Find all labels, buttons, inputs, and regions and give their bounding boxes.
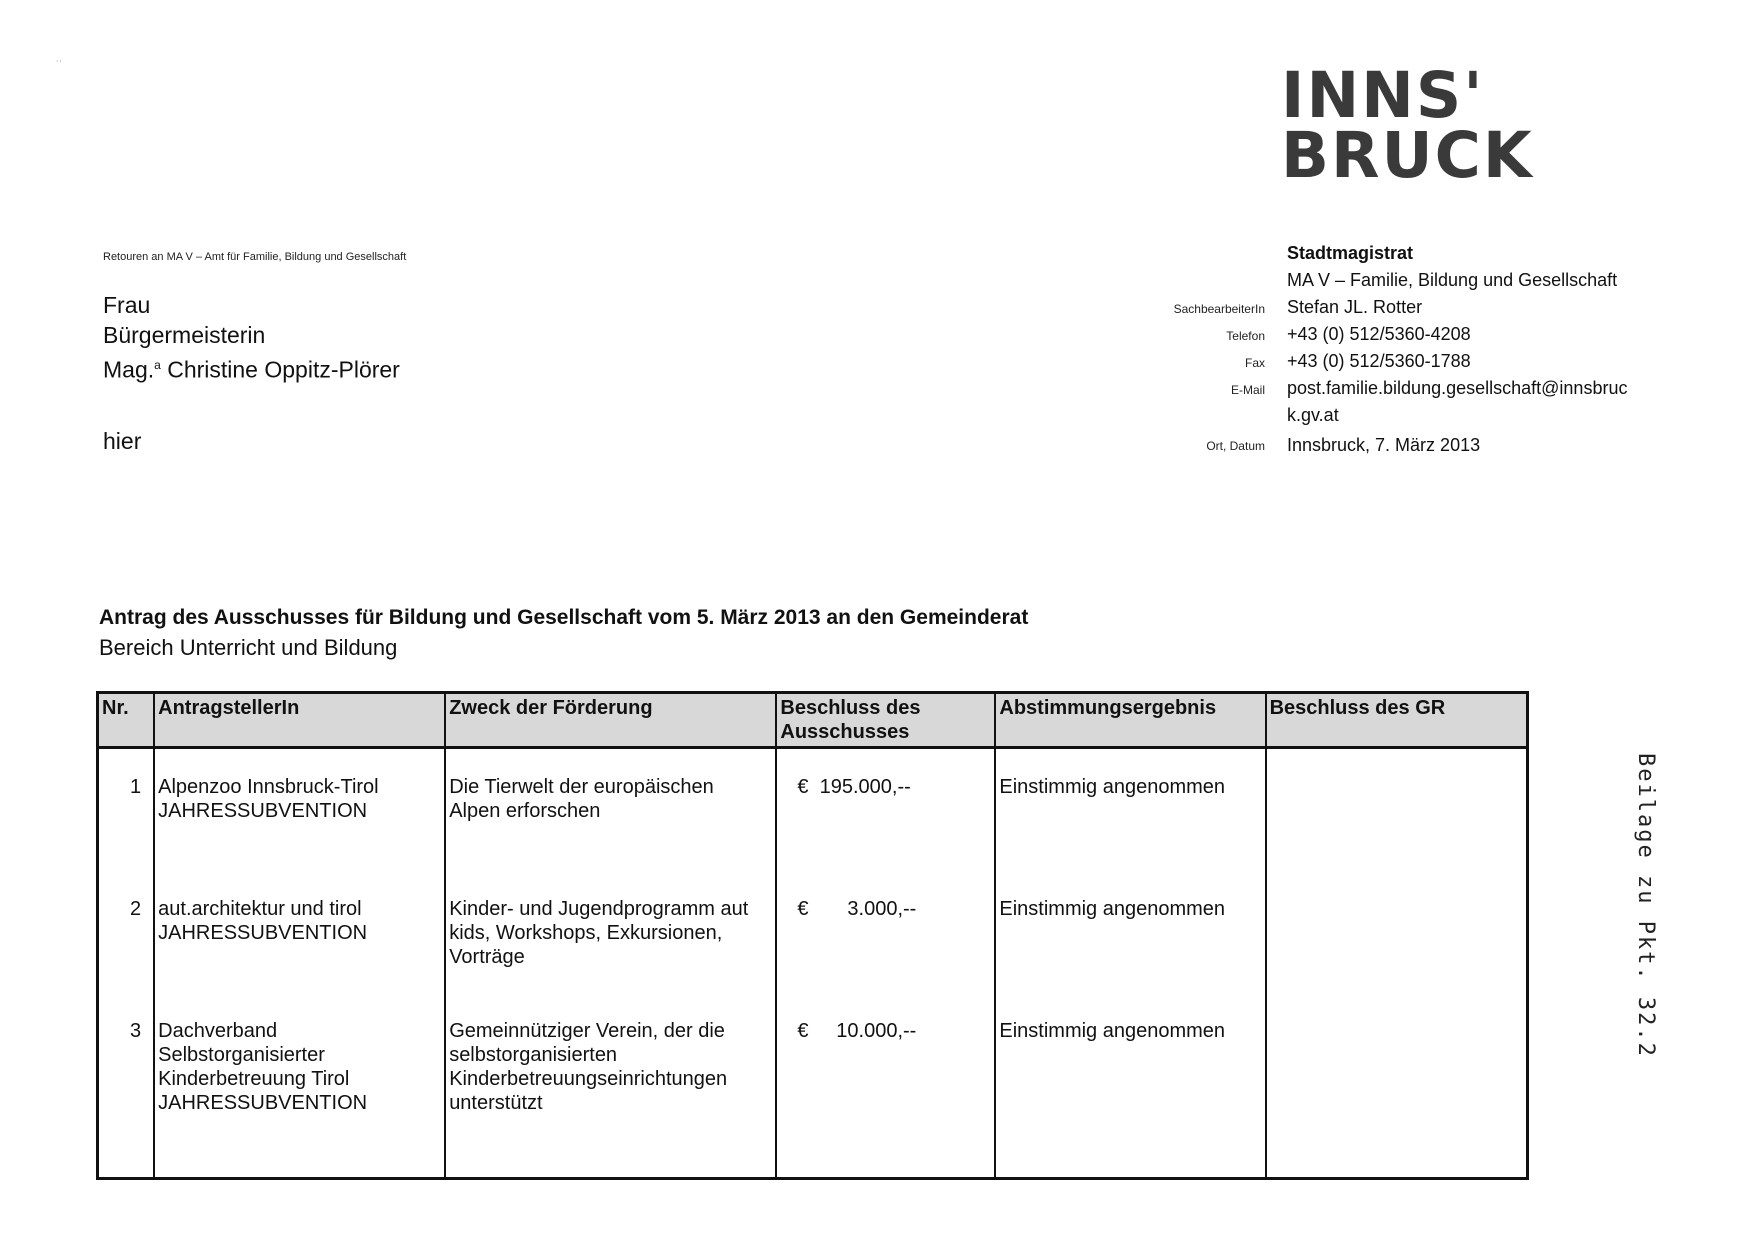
label-fax: Fax	[1244, 356, 1265, 370]
logo-line-1: INNS'	[1281, 59, 1485, 132]
recipient-degree-sup: a	[154, 358, 161, 372]
amount-value: € 10.000,--	[797, 1020, 917, 1042]
recipient-degree: Mag.	[103, 356, 155, 383]
applicant-line: aut.architektur und tirol	[158, 898, 362, 920]
cell-council	[1266, 871, 1528, 993]
table-row	[98, 993, 1528, 1179]
cell-applicant	[154, 748, 445, 872]
label-place-date: Ort, Datum	[1206, 439, 1265, 453]
header-decision-line-1: Beschluss des	[780, 697, 921, 719]
document-title: Antrag des Ausschusses für Bildung und Gesellschaft vom 5. März 2013 an den Gemeinderat	[99, 606, 1029, 629]
label-email: E-Mail	[1230, 383, 1265, 397]
header-decision-line-2: Ausschusses	[780, 721, 910, 743]
header-vote: Abstimmungsergebnis	[995, 693, 1265, 748]
purpose-line: kids, Workshops, Exkursionen,	[449, 922, 723, 944]
sender-clerk: Stefan JL. Rotter	[1287, 297, 1423, 317]
cell-vote: Einstimmig angenommen	[995, 871, 1265, 993]
table-header-row	[98, 693, 1528, 748]
purpose-line: Gemeinnütziger Verein, der die	[449, 1020, 725, 1042]
cell-amount	[776, 748, 995, 872]
table-row	[98, 748, 1528, 872]
purpose-line: Vorträge	[449, 946, 525, 968]
label-phone: Telefon	[1226, 329, 1265, 343]
sender-department: MA V – Familie, Bildung und Gesellschaft	[1287, 270, 1618, 290]
cell-vote: Einstimmig angenommen	[995, 748, 1265, 872]
header-decision	[776, 693, 995, 748]
applicant-line: Dachverband	[158, 1020, 278, 1042]
return-address-line: Retouren an MA V – Amt für Familie, Bildung und Gesellschaft	[103, 251, 407, 263]
recipient-name	[103, 350, 400, 385]
applicant-line: JAHRESSUBVENTION	[158, 800, 368, 822]
applicant-line: Kinderbetreuung Tirol	[158, 1068, 350, 1090]
header-council: Beschluss des GR	[1266, 693, 1528, 748]
sender-email-line-2[interactable]: k.gv.at	[1287, 405, 1339, 425]
purpose-line: Alpen erforschen	[449, 800, 601, 822]
side-note-attachment: Beilage zu Pkt. 32.2	[1633, 753, 1658, 1058]
cell-nr: 1	[130, 776, 142, 798]
cell-applicant	[154, 993, 445, 1179]
purpose-line: selbstorganisierten	[449, 1044, 618, 1066]
cell-purpose	[445, 748, 776, 872]
purpose-line: Kinder- und Jugendprogramm aut	[449, 898, 749, 920]
scan-speck: ˙˙	[56, 60, 63, 71]
logo-line-2: BRUCK	[1281, 119, 1534, 192]
cell-nr: 2	[130, 898, 142, 920]
sender-fax: +43 (0) 512/5360-1788	[1287, 351, 1471, 371]
sender-email-line-1[interactable]: post.familie.bildung.gesellschaft@innsbruc	[1287, 378, 1628, 398]
purpose-line: unterstützt	[449, 1092, 543, 1114]
cell-amount	[776, 871, 995, 993]
cell-purpose	[445, 993, 776, 1179]
recipient-location: hier	[103, 428, 142, 454]
purpose-line: Kinderbetreuungseinrichtungen	[449, 1068, 728, 1090]
cell-purpose	[445, 871, 776, 993]
applicant-line: Alpenzoo Innsbruck-Tirol	[158, 776, 379, 798]
sender-org: Stadtmagistrat	[1287, 243, 1414, 263]
purpose-line: Die Tierwelt der europäischen	[449, 776, 714, 798]
cell-vote: Einstimmig angenommen	[995, 993, 1265, 1179]
sender-place-date: Innsbruck, 7. März 2013	[1287, 435, 1481, 455]
recipient-title: Bürgermeisterin	[103, 322, 266, 348]
applicant-line: JAHRESSUBVENTION	[158, 1092, 368, 1114]
cell-council	[1266, 748, 1528, 872]
innsbruck-logo	[1281, 59, 1534, 192]
header-nr: Nr.	[98, 693, 155, 748]
recipient-salutation: Frau	[103, 292, 151, 318]
amount-value: € 3.000,--	[797, 898, 917, 920]
cell-applicant	[154, 871, 445, 993]
header-purpose: Zweck der Förderung	[445, 693, 776, 748]
cell-nr: 3	[130, 1020, 142, 1042]
sender-phone: +43 (0) 512/5360-4208	[1287, 324, 1471, 344]
amount-value: € 195.000,--	[797, 776, 911, 798]
grants-table	[96, 691, 1529, 1180]
recipient-fullname: Christine Oppitz-Plörer	[160, 356, 400, 383]
applicant-line: Selbstorganisierter	[158, 1044, 325, 1066]
cell-council	[1266, 993, 1528, 1179]
table-row	[98, 871, 1528, 993]
applicant-line: JAHRESSUBVENTION	[158, 922, 368, 944]
header-applicant: AntragstellerIn	[154, 693, 445, 748]
recipient-block	[103, 290, 400, 385]
label-clerk: SachbearbeiterIn	[1173, 302, 1265, 316]
cell-amount	[776, 993, 995, 1179]
document-subtitle: Bereich Unterricht und Bildung	[99, 635, 398, 660]
